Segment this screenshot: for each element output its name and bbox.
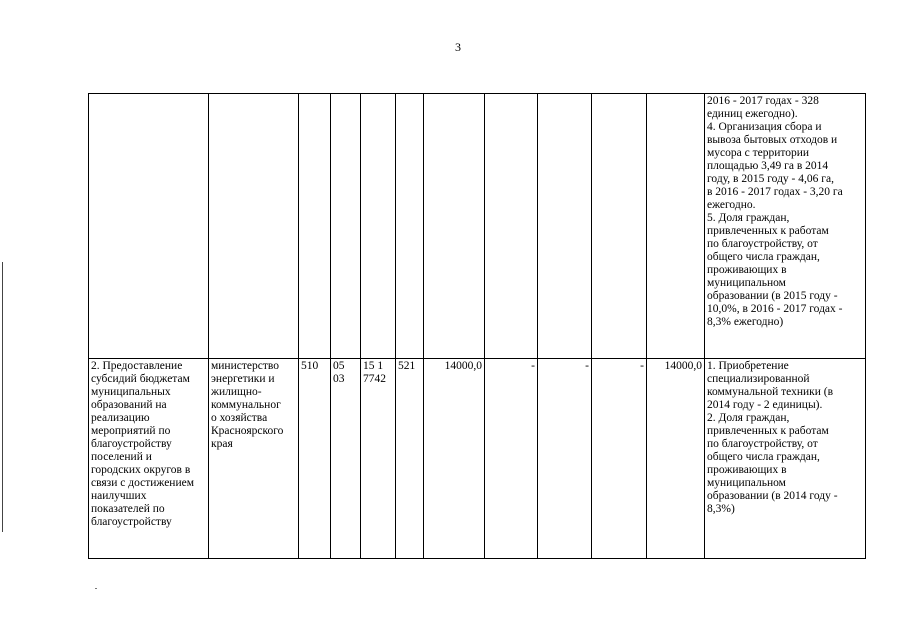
table-cell	[361, 94, 396, 359]
scan-speck	[95, 588, 97, 589]
table-row	[89, 359, 866, 559]
executor: министерство энергетики и жилищно- коммунальног о хозяйства Красноярского края	[211, 360, 284, 450]
table-cell	[592, 359, 647, 559]
table-cell	[592, 94, 647, 359]
vr-code: 521	[398, 360, 416, 372]
table-cell	[209, 94, 299, 359]
table-cell	[538, 94, 592, 359]
table-cell	[89, 94, 209, 359]
table-cell	[89, 359, 209, 559]
amount-2014: 14000,0	[444, 360, 482, 372]
table-cell	[485, 359, 538, 559]
measure-name: 2. Предоставление субсидий бюджетам муниципальных образований на реализацию мероприятий по благоустройству поселений и городских округов в связи с достижением наилучших показателей по благоустройству	[91, 360, 194, 528]
table-cell	[424, 94, 485, 359]
table-row	[89, 94, 866, 359]
table-cell	[299, 359, 331, 559]
table-cell	[424, 359, 485, 559]
amount-2015: -	[531, 360, 535, 372]
budget-table	[88, 93, 866, 559]
table-cell	[396, 359, 424, 559]
table-cell	[538, 359, 592, 559]
csr-code: 15 1 7742	[363, 360, 386, 385]
table-cell	[331, 359, 361, 559]
table-cell	[361, 359, 396, 559]
table-cell	[485, 94, 538, 359]
table-cell	[299, 94, 331, 359]
amount-2016: -	[585, 360, 589, 372]
table-cell	[647, 94, 705, 359]
table-cell	[396, 94, 424, 359]
amount-total: 14000,0	[664, 360, 702, 372]
table-cell	[705, 359, 866, 559]
rzpr-code: 05 03	[333, 360, 345, 385]
table-cell	[705, 94, 866, 359]
amount-2017: -	[640, 360, 644, 372]
page-number: 3	[455, 40, 461, 54]
expected-result: 1. Приобретение специализированной коммунальной техники (в 2014 году - 2 единицы). 2. Доля граждан, привлеченных к работам по благоустройству, от общего числа граждан, проживающих в муниципальном образовании (в 2014 году - 8,3%)	[707, 360, 838, 515]
table-cell	[647, 359, 705, 559]
grbs-code: 510	[301, 360, 319, 372]
margin-line	[2, 262, 3, 532]
cell-text: 2016 - 2017 годах - 328 единиц ежегодно). 4. Организация сбора и вывоза бытовых отходов и мусора с территории площадью 3,49 га в 2014 году, в 2015 году - 4,06 га, в 2016 - 2017 годах - 3,20 га ежегодно. 5. Доля граждан, привлеченных к работам по благоустройству, от общего числа граждан, проживающих в муниципальном образовании (в 2015 году - 10,0%, в 2016 - 2017 годах - 8,3% ежегодно)	[707, 95, 843, 328]
table-cell	[331, 94, 361, 359]
table-cell	[209, 359, 299, 559]
